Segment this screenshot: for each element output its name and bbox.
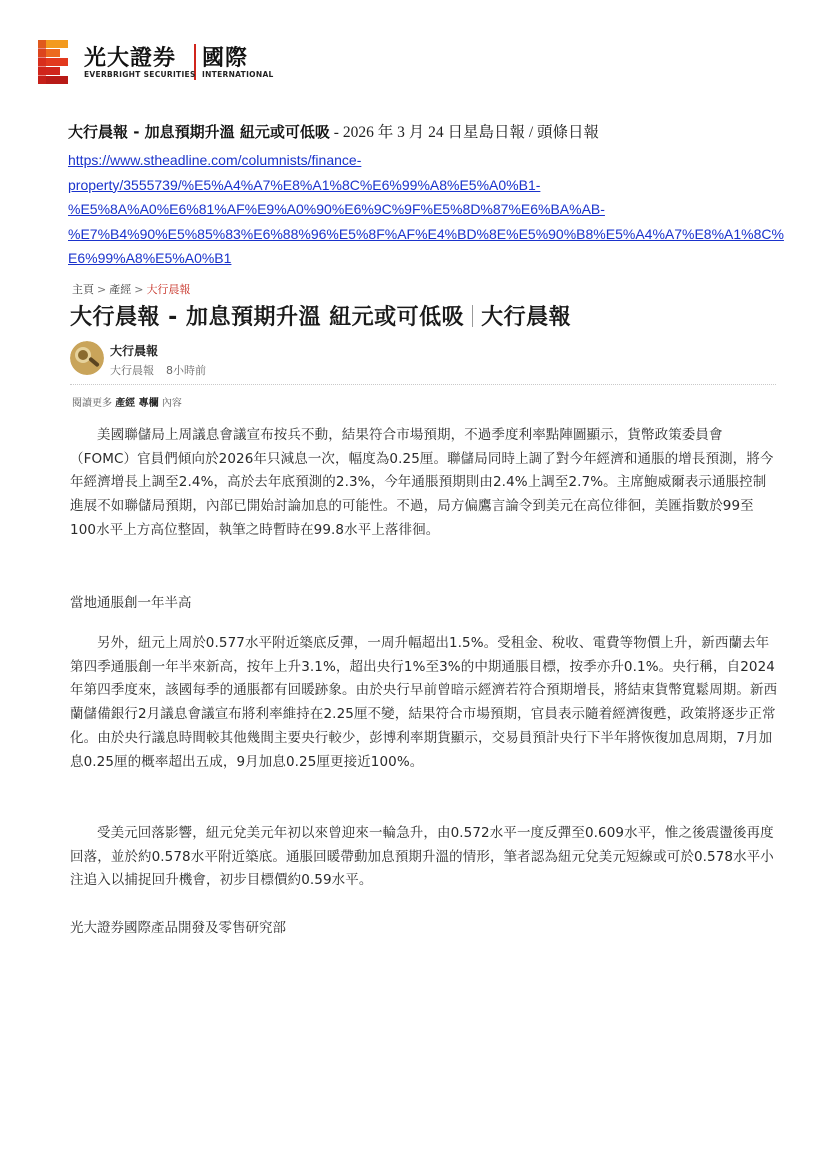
paragraph-text: 另外，紐元上周於0.577水平附近築底反彈，一周升幅超出1.5%。受租金、稅收、電費等物價上升，新西蘭去年第四季通脹創一年半來新高，按年上升3.1%，超出央行1%至3%的中期通脹目標，按季亦升0.1%。央行稱，自2024年第四季度來，該國每季的通脹都有回暖跡象。由於央行早前曾暗示經濟若符合預期增長，將結束貨幣寬鬆周期。新西蘭儲備銀行2月議息會議宣布將利率維持在2.25厘不變，結果符合市場預期，官員表示隨着經濟復甦，政策將逐步正常化。由於央行議息時間較其他幾間主要央行較少，彭博利率期貨顯示，交易員預計央行下半年將恢復加息周期，7月加息0.25厘的概率超出五成，9月加息0.25厘更接近100%。 [70, 635, 778, 770]
breadcrumb-section[interactable]: 產經 [109, 283, 132, 296]
read-more [72, 394, 182, 409]
logo-chinese-intl: 國際 [202, 46, 249, 71]
breadcrumb-separator: > [134, 283, 144, 296]
logo-english-name: EVERBRIGHT SECURITIES [84, 70, 196, 79]
paragraph-text: 受美元回落影響，紐元兌美元年初以來曾迎來一輪急升，由0.572水平一度反彈至0.609水平，惟之後震盪後再度回落，並於約0.578水平附近築底。通脹回暖帶動加息預期升溫的情形，筆者認為紐元兌美元短線或可於0.578水平小注追入以捕捉回升機會，初步目標價約0.59水平。 [70, 825, 774, 889]
source-link-line-2[interactable]: property/3555739/%E5%A4%A7%E8%A1%8C%E6%99%A8%E5%A0%B1- [68, 176, 541, 193]
title-divider [472, 305, 473, 327]
logo-english-intl: INTERNATIONAL [202, 70, 274, 79]
source-link[interactable] [68, 148, 783, 271]
divider [70, 384, 776, 385]
article-signature: 光大證券國際產品開發及零售研究部 [70, 920, 286, 936]
document-title: 大行晨報 - 加息預期升溫 紐元或可低吸 [68, 123, 330, 141]
logo-chinese-name: 光大證券 [84, 46, 177, 71]
document-header [68, 122, 788, 143]
author-meta [110, 362, 206, 378]
breadcrumb-separator: > [97, 283, 107, 296]
everbright-logo-icon [38, 40, 72, 84]
everbright-logo [38, 40, 288, 84]
publish-time: 8小時前 [166, 364, 206, 377]
paragraph-text: 美國聯儲局上周議息會議宣布按兵不動，結果符合市場預期，不過季度利率點陣圖顯示，貨幣政策委員會（FOMC）官員們傾向於2026年只減息一次，幅度為0.25厘。聯儲局同時上調了對今年經濟和通脹的增長預測，將今年經濟增長上調至2.4%，高於去年底預測的2.3%，今年通脹預期則由2.4%上調至2.7%。主席鮑威爾表示通脹控制進展不如聯儲局預期，內部已開始討論加息的可能性。不過，局方偏鷹言論令到美元在高位徘徊，美匯指數於99至100水平上方高位整固，執筆之時暫時在99.8水平上落徘徊。 [70, 427, 774, 538]
author-name[interactable]: 大行晨報 [110, 344, 159, 358]
source-link-line-5[interactable]: E6%99%A8%E5%A0%B1 [68, 250, 232, 266]
article-paragraph-2 [70, 632, 778, 774]
document-source: - 2026 年 3 月 24 日星島日報 / 頭條日報 [329, 124, 600, 141]
breadcrumb-home[interactable]: 主頁 [72, 283, 94, 296]
article-subheading: 當地通脹創一年半高 [70, 595, 192, 611]
read-more-suffix: 內容 [161, 398, 182, 409]
read-more-prefix: 閱讀更多 [72, 398, 112, 409]
source-link-line-1[interactable]: https://www.stheadline.com/columnists/finance- [68, 152, 362, 168]
read-more-tags[interactable]: 產經 專欄 [115, 398, 159, 409]
article-title [70, 300, 571, 331]
article-paragraph-3 [70, 822, 778, 893]
breadcrumb-current[interactable]: 大行晨報 [146, 283, 191, 296]
article-title-column: 大行晨報 [481, 305, 572, 330]
source-link-line-3[interactable]: %E5%8A%A0%E6%81%AF%E9%A0%90%E6%9C%9F%E5%8D%87%E6%BA%AB- [68, 201, 605, 217]
source-link-line-4[interactable]: %E7%B4%90%E5%85%83%E6%88%96%E5%8F%AF%E4%BD%8E%E5%90%B8%E5%A4%A7%E8%A1%8C% [68, 225, 784, 242]
author-sub: 大行晨報 [110, 364, 154, 377]
avatar[interactable] [70, 341, 104, 375]
breadcrumb [72, 281, 190, 297]
article-paragraph-1 [70, 424, 778, 543]
article-title-main: 大行晨報 - 加息預期升溫 紐元或可低吸 [70, 305, 465, 330]
avatar-image-icon [70, 341, 104, 375]
